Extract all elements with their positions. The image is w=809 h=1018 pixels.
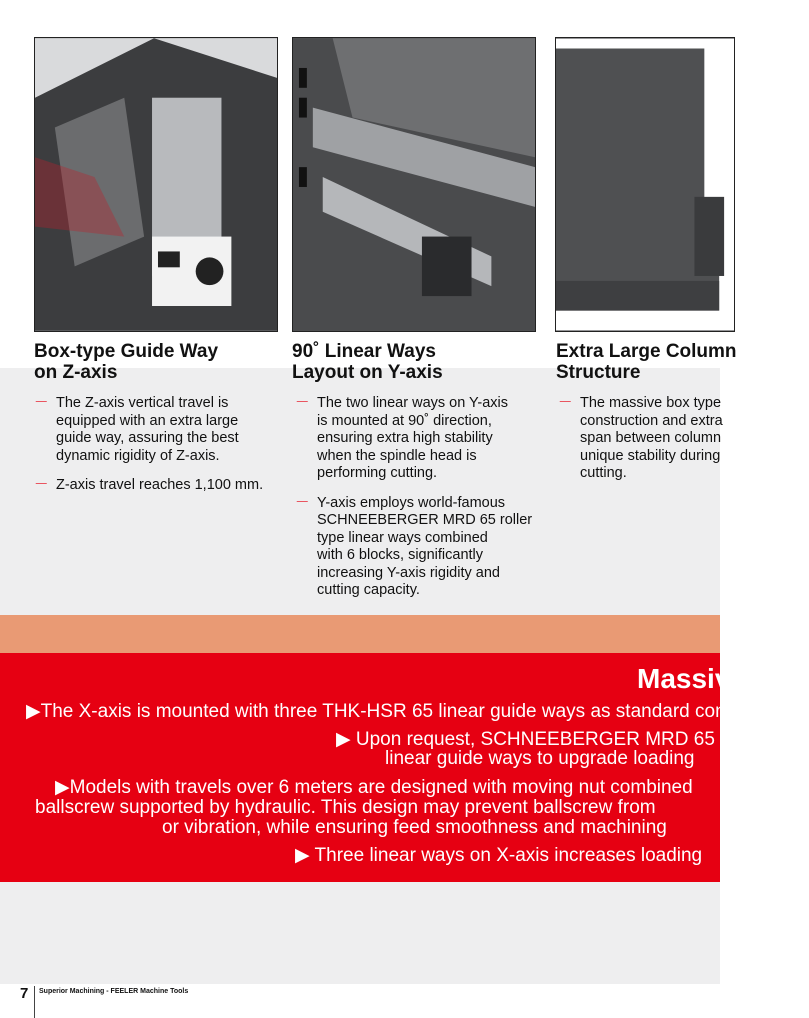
feature-line: ballscrew supported by hydraulic. This design may prevent ballscrew from (35, 797, 656, 818)
bullet-item: － The Z-axis vertical travel is equipped with an extra large guide way, assuring the best dynamic rigidity of Z-axis. (34, 395, 239, 464)
bullet-item: － The two linear ways on Y-axis is mounted at 90˚ direction, ensuring extra high stability when the spindle head is performing cutting. (295, 395, 509, 481)
feature-line: ▶The X-axis is mounted with three THK-HSR 65 linear guide ways as standard configuration. (26, 701, 809, 722)
z-axis-photo (34, 37, 278, 332)
bullet-item: － Y-axis employs world-famous SCHNEEBERGER MRD 65 roller type linear ways combined with 6 blocks, significantly increasing Y-axis rigidity and cutting capacity. (295, 494, 533, 598)
column-3-title: Extra Large Column Structure (556, 341, 737, 383)
feature-line: ▶Models with travels over 6 meters are designed with moving nut combined (55, 777, 693, 798)
column-3-bullets (558, 395, 723, 495)
feature-line: linear guide ways to upgrade loading (385, 748, 695, 769)
column-2-bullets (295, 395, 532, 612)
bullet-item: － The massive box type construction and extra span between column unique stability during cutting. (558, 395, 723, 481)
feature-line: or vibration, while ensuring feed smoothness and machining (162, 817, 667, 838)
column-photo (555, 37, 735, 332)
gray-background-lower (0, 882, 720, 984)
bullet-item: － Z-axis travel reaches 1,100 mm. (34, 477, 264, 493)
page-number: 7 (20, 985, 29, 1002)
salmon-band (0, 615, 720, 653)
footer-text: Superior Machining - FEELER Machine Tools (39, 988, 189, 995)
red-feature-section (0, 653, 809, 882)
column-2-title: 90˚ Linear Ways Layout on Y-axis (292, 341, 443, 383)
feature-line: ▶ Upon request, SCHNEEBERGER MRD 65 (336, 729, 715, 750)
column-1-bullets (34, 395, 263, 507)
y-axis-photo (292, 37, 536, 332)
feature-line: ▶ Three linear ways on X-axis increases loading (295, 845, 703, 866)
column-1-title: Box-type Guide Way on Z-axis (34, 341, 219, 383)
section-title: Massive (637, 663, 746, 694)
footer-divider (34, 986, 35, 1018)
